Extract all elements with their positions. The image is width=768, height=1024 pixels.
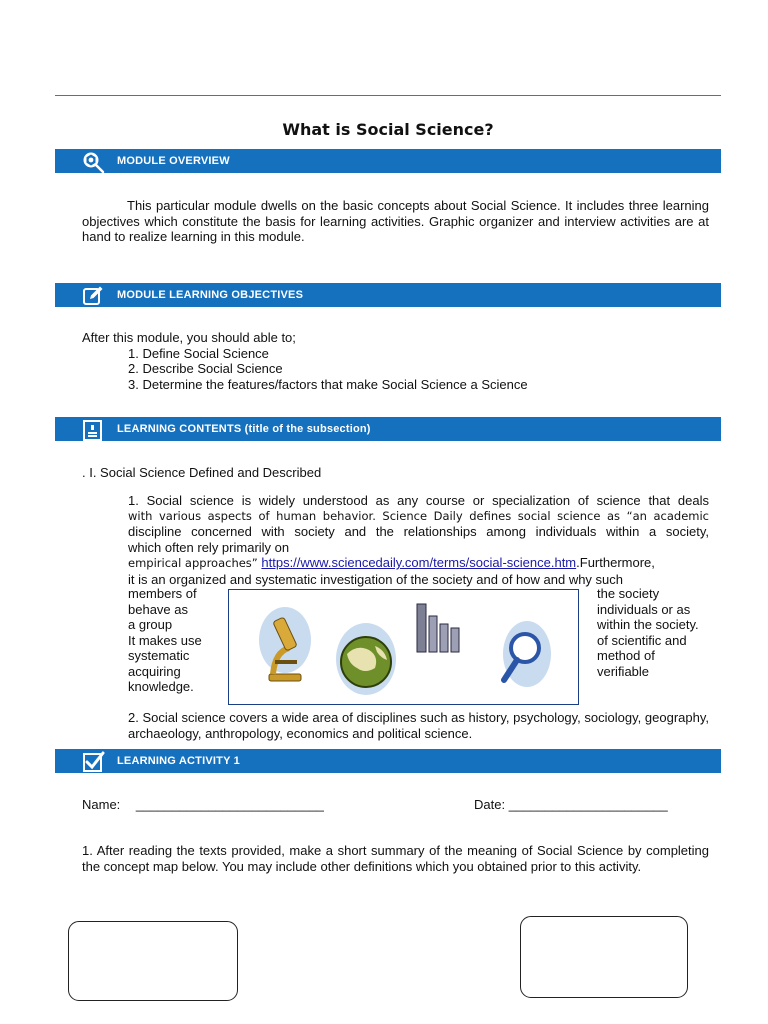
top-rule: [55, 95, 721, 96]
right-wrap-column: [597, 586, 699, 679]
wrap-line: the society: [597, 586, 660, 601]
wrap-line: within the society.: [597, 617, 699, 632]
wrap-line: behave as: [128, 601, 188, 617]
module-objectives-label: MODULE LEARNING OBJECTIVES: [117, 289, 304, 301]
p1-line: which often rely primarily on: [128, 539, 290, 555]
contents-paragraph-2: 2. Social science covers a wide area of disciplines such as history, psychology, sociology, geography, archaeology, anthropology, economics and political science.: [128, 710, 709, 741]
name-blank[interactable]: __________________________: [135, 797, 324, 812]
science-illustration: [228, 589, 579, 705]
date-blank[interactable]: ______________________: [508, 797, 668, 812]
overview-paragraph: This particular module dwells on the basic concepts about Social Science. It includes three learning objectives which constitute the basis for learning activities. Graphic organizer and interview activities are at hand to realize learning in this module.: [82, 198, 709, 244]
subsection-heading: . I. Social Science Defined and Described: [82, 465, 322, 480]
objectives-block: [82, 330, 712, 392]
module-overview-bar: [55, 149, 721, 173]
p1-line: discipline concerned with society and the relationships among individuals within a society,: [128, 524, 709, 539]
activity-instruction: 1. After reading the texts provided, make a short summary of the meaning of Social Science by completing the concept map below. You may include other definitions which you obtained prior to this activity.: [82, 843, 709, 874]
p1-line: with various aspects of human behavior. Science Daily defines social science as “an academic: [128, 508, 709, 523]
checkbox-icon: [81, 750, 105, 774]
left-wrap-column: [128, 586, 202, 695]
p1-segment: .Furthermore,: [576, 555, 655, 570]
bar-chart-icon: [417, 604, 459, 652]
wrap-line: acquiring: [128, 663, 181, 679]
wrap-line: It makes use: [128, 632, 202, 648]
wrap-line: of scientific and: [597, 632, 687, 648]
wrap-line: a group: [128, 617, 173, 632]
objective-item: 3. Determine the features/factors that make Social Science a Science: [128, 376, 528, 392]
magnifier-gear-icon: [81, 150, 105, 174]
date-row: [474, 797, 668, 813]
wrap-line: knowledge.: [128, 679, 194, 694]
wrap-line: verifiable: [597, 663, 650, 679]
document-list-icon: [81, 418, 105, 442]
concept-map-box-right[interactable]: [520, 916, 688, 998]
contents-paragraph-1: [128, 493, 709, 587]
concept-map-box-left[interactable]: [68, 921, 238, 1001]
microscope-icon: [259, 607, 311, 681]
name-row: [82, 797, 324, 813]
learning-contents-label: LEARNING CONTENTS (title of the subsection): [117, 423, 371, 435]
pencil-edit-icon: [81, 284, 105, 308]
objectives-intro: After this module, you should able to;: [82, 330, 296, 345]
p1-segment: empirical approaches”: [128, 556, 258, 570]
module-objectives-bar: [55, 283, 721, 307]
learning-activity-bar: [55, 749, 721, 773]
objective-item: 1. Define Social Science: [128, 345, 269, 361]
learning-contents-bar: [55, 417, 721, 441]
sciencedaily-link[interactable]: https://www.sciencedaily.com/terms/social-science.htm: [261, 555, 577, 570]
learning-activity-label: LEARNING ACTIVITY 1: [117, 755, 240, 767]
illustration-graphic: [229, 590, 577, 703]
wrap-line: members of: [128, 586, 197, 601]
p1-line-with-link: [128, 555, 709, 572]
name-label: Name:: [82, 797, 121, 812]
objective-item: 2. Describe Social Science: [128, 361, 283, 376]
date-label: Date:: [474, 797, 506, 812]
magnifier-icon: [503, 621, 551, 687]
globe-icon: [336, 623, 396, 695]
module-overview-label: MODULE OVERVIEW: [117, 155, 230, 167]
p1-line: 1. Social science is widely understood as any course or specialization of science that deals: [128, 493, 709, 508]
wrap-line: systematic: [128, 648, 190, 663]
wrap-line: method of: [597, 648, 655, 663]
wrap-line: individuals or as: [597, 601, 691, 617]
p1-line: it is an organized and systematic investigation of the society and of how and why such: [128, 571, 624, 587]
page-title: What is Social Science?: [282, 120, 494, 139]
